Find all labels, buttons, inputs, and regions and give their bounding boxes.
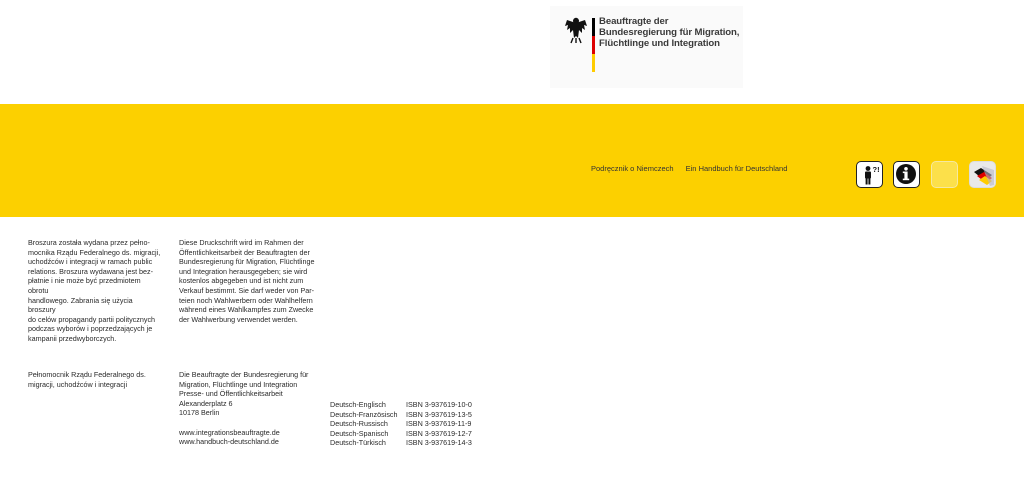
text-line: płatnie i nie może być przedmiotem obrotu <box>28 276 141 295</box>
tagline-de: Ein Handbuch für Deutschland <box>685 164 788 173</box>
text-line: Die Beauftragte der Bundesregierung für <box>179 370 309 379</box>
website-link[interactable]: www.integrationsbeauftragte.de <box>179 427 280 437</box>
isbn-number: ISBN 3-937619-12-7 <box>406 428 472 438</box>
isbn-language: Deutsch-Türkisch <box>330 438 386 447</box>
text-line: der Wahlwerbung verwendet werden. <box>179 314 298 324</box>
logo-line: Beauftragte der <box>599 16 669 27</box>
isbn-language: Deutsch-Spanisch <box>330 428 389 438</box>
text-line: teien noch Wahlwerbern oder Wahlhelfern <box>179 295 313 305</box>
text-line: Migration, Flüchtlinge und Integration <box>179 379 298 389</box>
text-line: relations. Broszura wydawana jest bez- <box>28 266 154 276</box>
text-line: mocnika Rządu Federalnego ds. migracji, <box>28 247 161 257</box>
person-badge: ?! <box>872 165 880 174</box>
logo-line: Bundesregierung für Migration, <box>599 27 740 38</box>
text-line: Diese Druckschrift wird im Rahmen der <box>179 238 304 247</box>
isbn-row <box>330 410 472 420</box>
isbn-number: ISBN 3-937619-10-0 <box>406 400 472 409</box>
publisher-german <box>179 370 319 447</box>
tagline-pl: Podręcznik o Niemczech <box>591 164 674 173</box>
text-line: Verkauf bestimmt. Sie darf weder von Par- <box>179 285 315 295</box>
text-line: migracji, uchodźców i integracji <box>28 379 128 389</box>
info-glyph <box>894 162 921 189</box>
flag-black <box>592 18 595 36</box>
text-line: handlowego. Zabrania się użycia broszury <box>28 295 133 315</box>
federal-eagle-icon <box>564 14 588 44</box>
isbn-row <box>330 429 472 439</box>
logo <box>550 6 743 88</box>
address-street: Alexanderplatz 6 <box>179 398 233 408</box>
isbn-row <box>330 419 472 429</box>
publisher-polish <box>28 370 162 389</box>
text-line: podczas wyborów i poprzedzających je <box>28 324 153 334</box>
text-line: während eines Wahlkampfes zum Zwecke <box>179 305 314 315</box>
isbn-language: Deutsch-Russisch <box>330 419 388 428</box>
isbn-row <box>330 400 472 410</box>
logo-text <box>599 16 739 49</box>
text-line: Presse- und Öffentlichkeitsarbeit <box>179 389 283 399</box>
address-city: 10178 Berlin <box>179 408 220 418</box>
isbn-language: Deutsch-Englisch <box>330 400 386 409</box>
text-line: Öffentlichkeitsarbeit der Beauftragten der <box>179 247 310 257</box>
flag-icon[interactable] <box>969 161 996 188</box>
text-line: do celów propagandy partii politycznych <box>28 314 156 324</box>
person-question-glyph <box>857 162 884 189</box>
website-link[interactable]: www.handbuch-deutschland.de <box>179 437 279 447</box>
text-line: kostenlos abgegeben und ist nicht zum <box>179 276 304 286</box>
flag-red <box>592 36 595 54</box>
info-icon[interactable] <box>893 161 920 188</box>
tagline <box>591 164 787 173</box>
flag-stripe <box>592 18 595 72</box>
blank-icon[interactable] <box>931 161 958 188</box>
text-line: Pełnomocnik Rządu Federalnego ds. <box>28 370 146 379</box>
isbn-language: Deutsch-Französisch <box>330 409 398 419</box>
spacer <box>179 418 319 428</box>
notice-polish <box>28 238 162 344</box>
isbn-number: ISBN 3-937619-14-3 <box>406 438 472 447</box>
text-line: und Integration herausgegeben; sie wird <box>179 266 308 276</box>
isbn-row <box>330 438 472 448</box>
flag-gold <box>592 54 595 72</box>
text-line: kampanii przedwyborczych. <box>28 333 117 343</box>
text-line: uchodźców i integracji w ramach public <box>28 257 153 267</box>
isbn-number: ISBN 3-937619-11-9 <box>406 419 472 428</box>
isbn-number: ISBN 3-937619-13-5 <box>406 409 472 419</box>
person-question-icon[interactable] <box>856 161 883 188</box>
isbn-list <box>330 400 472 448</box>
text-line: Broszura została wydana przez pełno- <box>28 238 150 247</box>
logo-line: Flüchtlinge und Integration <box>599 38 720 49</box>
text-line: Bundesregierung für Migration, Flüchtlinge <box>179 257 315 267</box>
notice-german <box>179 238 319 324</box>
flag-glyph <box>970 162 997 189</box>
